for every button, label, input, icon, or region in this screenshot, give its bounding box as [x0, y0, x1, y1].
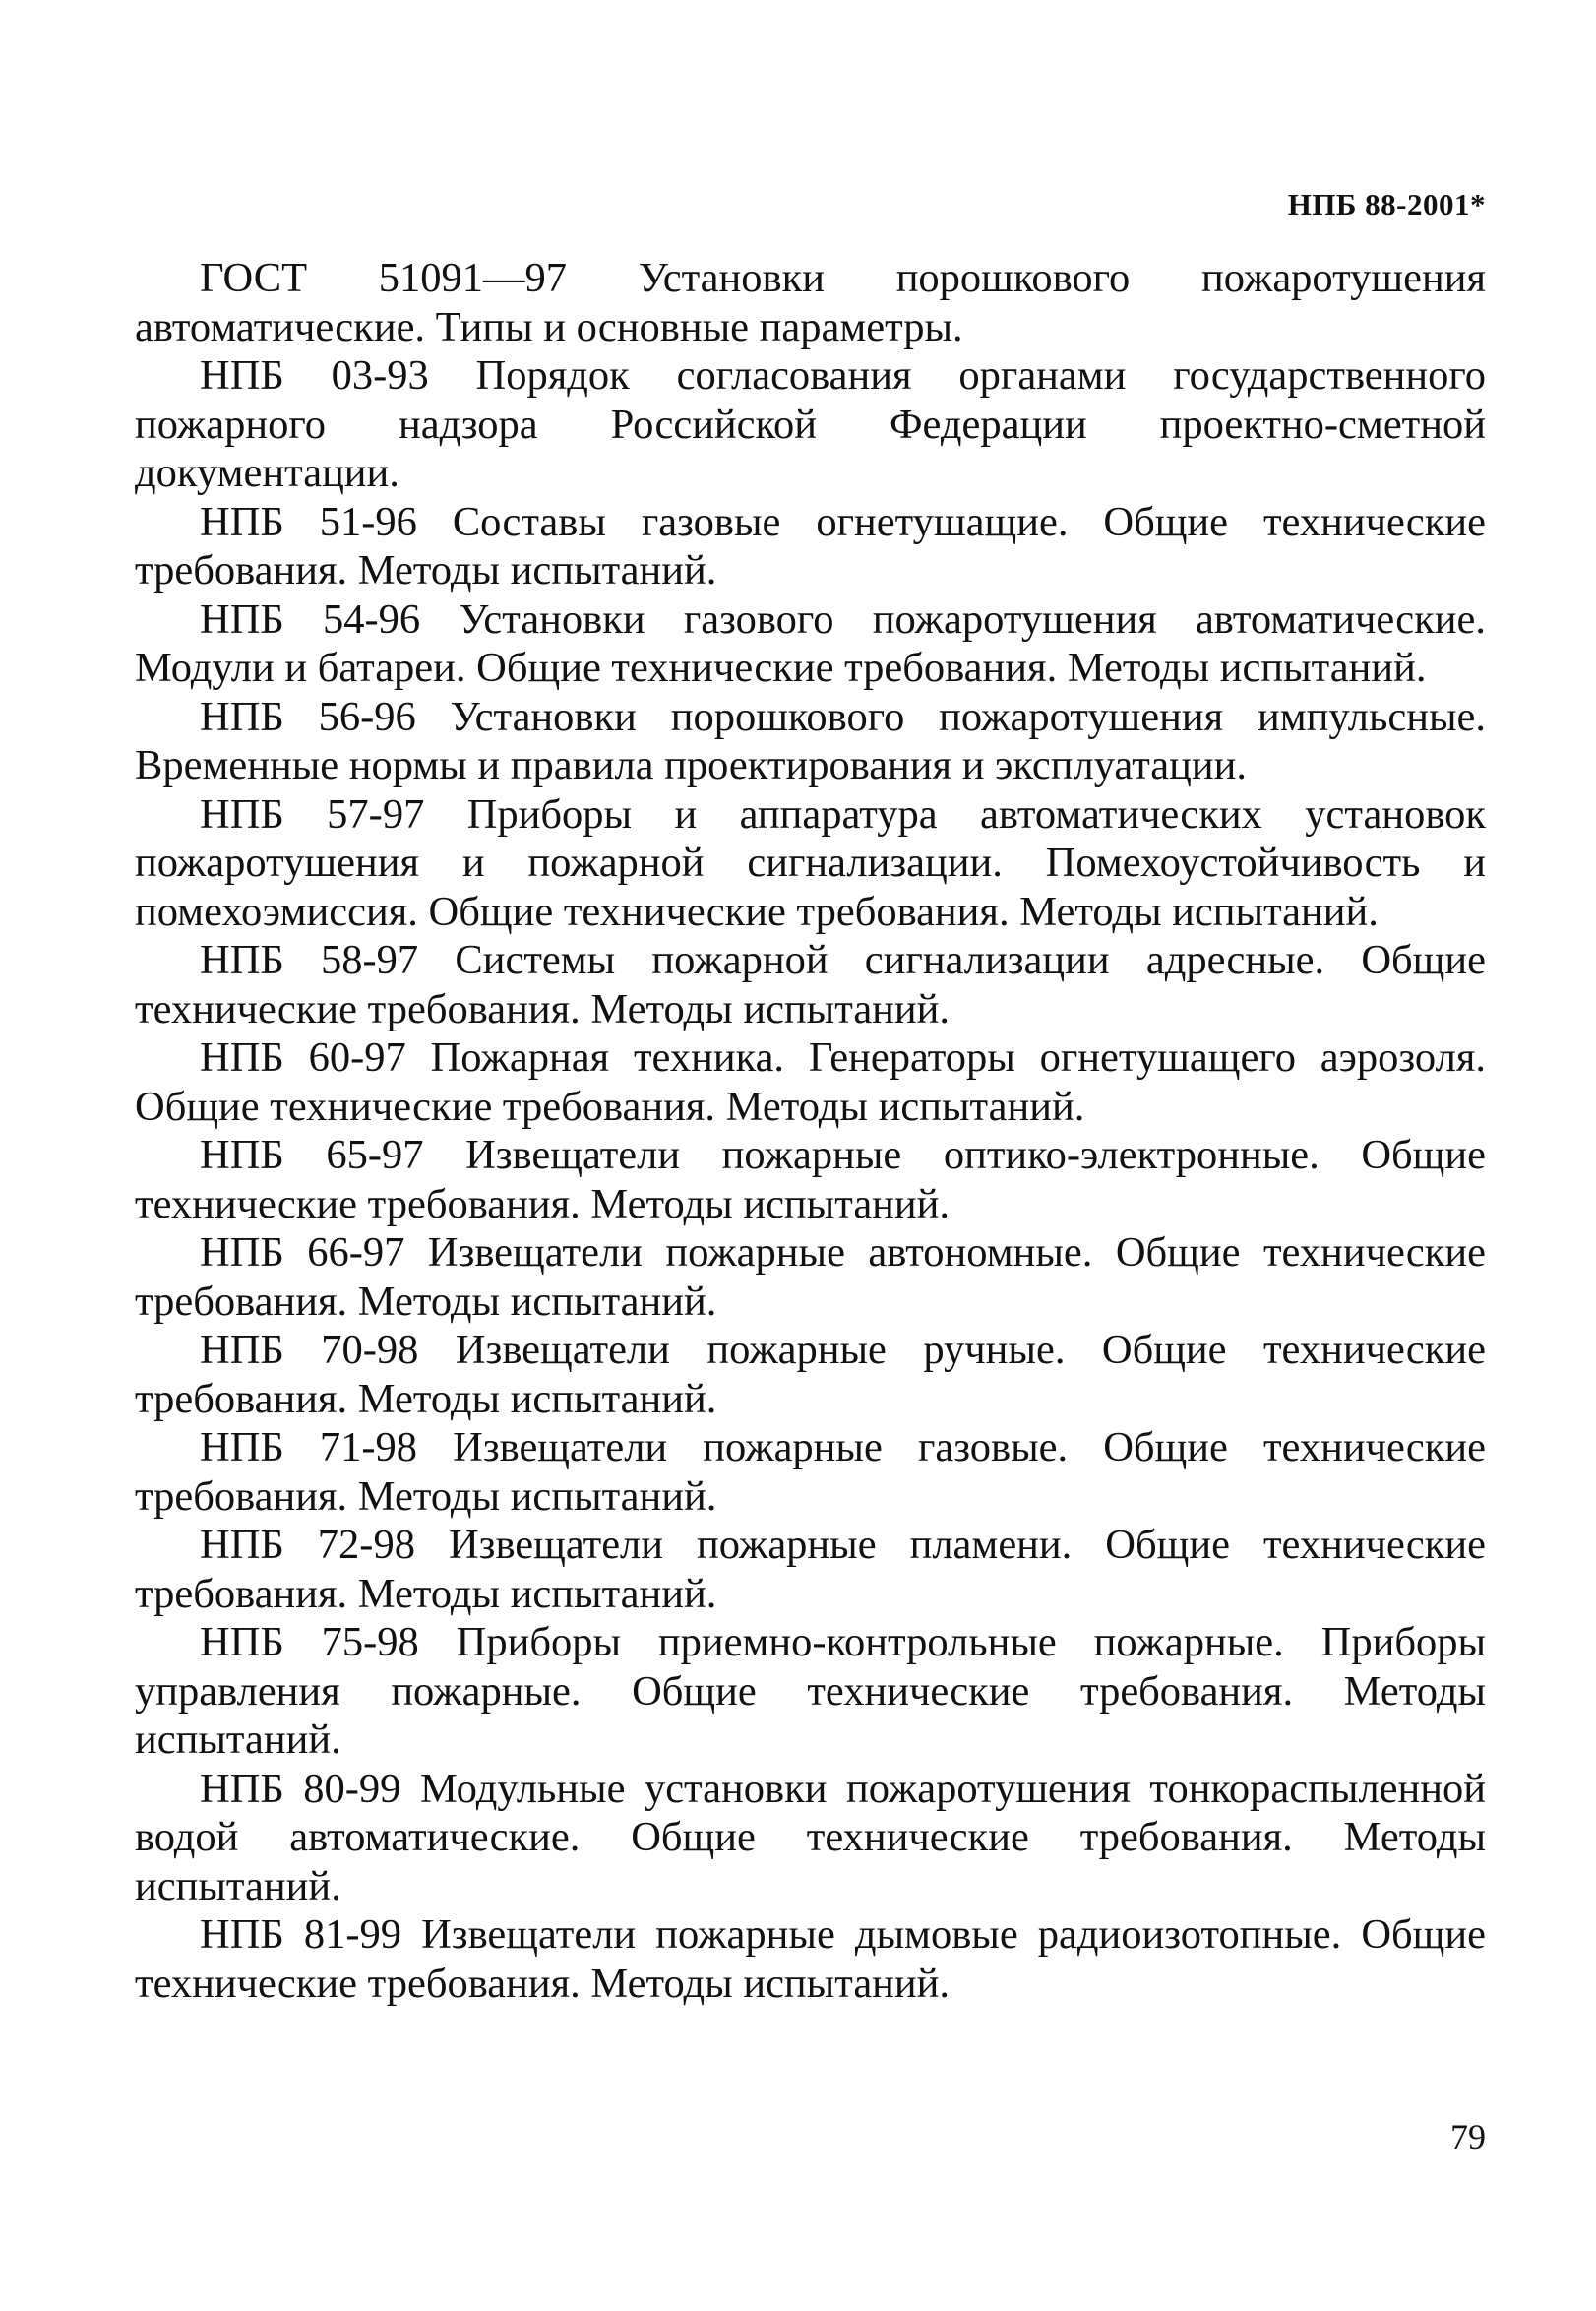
reference-code: НПБ 65-97 — [200, 1132, 424, 1178]
reference-entry — [135, 936, 1486, 1033]
reference-entry — [135, 1618, 1486, 1765]
reference-entry — [135, 498, 1486, 595]
reference-title: Системы пожарной сигнализации адресные. Общие технические требования. Методы испытаний. — [135, 937, 1487, 1032]
reference-entry — [135, 595, 1486, 693]
reference-code: ГОСТ 51091—97 — [200, 255, 567, 301]
reference-code: НПБ 57-97 — [200, 790, 425, 838]
reference-entry — [135, 351, 1486, 498]
reference-entry — [135, 790, 1486, 937]
reference-title: Порядок согласования органами государственного пожарного надзора Российской Федерации проектно-сметной документации. — [135, 352, 1486, 496]
reference-title: Извещатели пожарные ручные. Общие технические требования. Методы испытаний. — [135, 1327, 1487, 1422]
reference-entry — [135, 1765, 1486, 1911]
reference-title: Извещатели пожарные оптико-электронные. Общие технические требования. Методы испытаний. — [135, 1132, 1486, 1227]
reference-entry — [135, 1423, 1486, 1521]
reference-title: Извещатели пожарные дымовые радиоизотопные. Общие технические требования. Методы испытаний. — [135, 1911, 1486, 2007]
reference-title: Извещатели пожарные пламени. Общие технические требования. Методы испытаний. — [135, 1522, 1486, 1617]
reference-entry — [135, 1228, 1486, 1326]
reference-code: НПБ 72-98 — [200, 1522, 415, 1568]
reference-list — [135, 254, 1486, 2008]
reference-title: Пожарная техника. Генераторы огнетушащего аэрозоля. Общие технические требования. Методы испытаний. — [135, 1034, 1486, 1130]
reference-title: Приборы приемно-контрольные пожарные. Приборы управления пожарные. Общие технические требования. Методы испытаний. — [135, 1619, 1487, 1763]
reference-code: НПБ 60-97 — [200, 1034, 406, 1081]
reference-title: Приборы и аппаратура автоматических установок пожаротушения и пожарной сигнализации. Помехоустойчивость и помехоэмиссия. Общие технические требования. Методы испытаний. — [135, 790, 1486, 935]
reference-title: Извещатели пожарные автономные. Общие технические требования. Методы испытаний. — [135, 1229, 1486, 1325]
reference-code: НПБ 71-98 — [200, 1424, 418, 1470]
reference-title: Модульные установки пожаротушения тонкораспыленной водой автоматические. Общие технические требования. Методы испытаний. — [135, 1765, 1487, 1909]
reference-title: Установки порошкового пожаротушения автоматические. Типы и основные параметры. — [135, 255, 1487, 350]
reference-title: Извещатели пожарные газовые. Общие технические требования. Методы испытаний. — [135, 1424, 1486, 1520]
reference-code: НПБ 66-97 — [200, 1229, 405, 1276]
reference-entry — [135, 693, 1486, 790]
reference-code: НПБ 54-96 — [200, 595, 421, 643]
reference-title: Установки газового пожаротушения автоматические. Модули и батареи. Общие технические требования. Методы испытаний. — [135, 595, 1486, 691]
reference-code: НПБ 56-96 — [200, 693, 416, 740]
page-number: 79 — [1450, 2117, 1486, 2156]
reference-entry — [135, 254, 1486, 351]
running-header: НПБ 88-2001* — [1287, 187, 1486, 221]
reference-entry — [135, 1131, 1486, 1228]
reference-code: НПБ 81-99 — [200, 1911, 402, 1958]
reference-code: НПБ 03-93 — [200, 352, 429, 399]
reference-title: Установки порошкового пожаротушения импульсные. Временные нормы и правила проектирования и эксплуатации. — [135, 693, 1486, 788]
reference-entry — [135, 1910, 1486, 2008]
reference-entry — [135, 1326, 1486, 1423]
reference-entry — [135, 1033, 1486, 1131]
reference-title: Составы газовые огнетушащие. Общие технические требования. Методы испытаний. — [135, 498, 1486, 593]
reference-entry — [135, 1521, 1486, 1618]
reference-code: НПБ 70-98 — [200, 1327, 419, 1373]
reference-code: НПБ 80-99 — [200, 1765, 401, 1812]
reference-code: НПБ 58-97 — [200, 937, 419, 983]
reference-code: НПБ 75-98 — [200, 1619, 419, 1665]
reference-code: НПБ 51-96 — [200, 498, 417, 545]
